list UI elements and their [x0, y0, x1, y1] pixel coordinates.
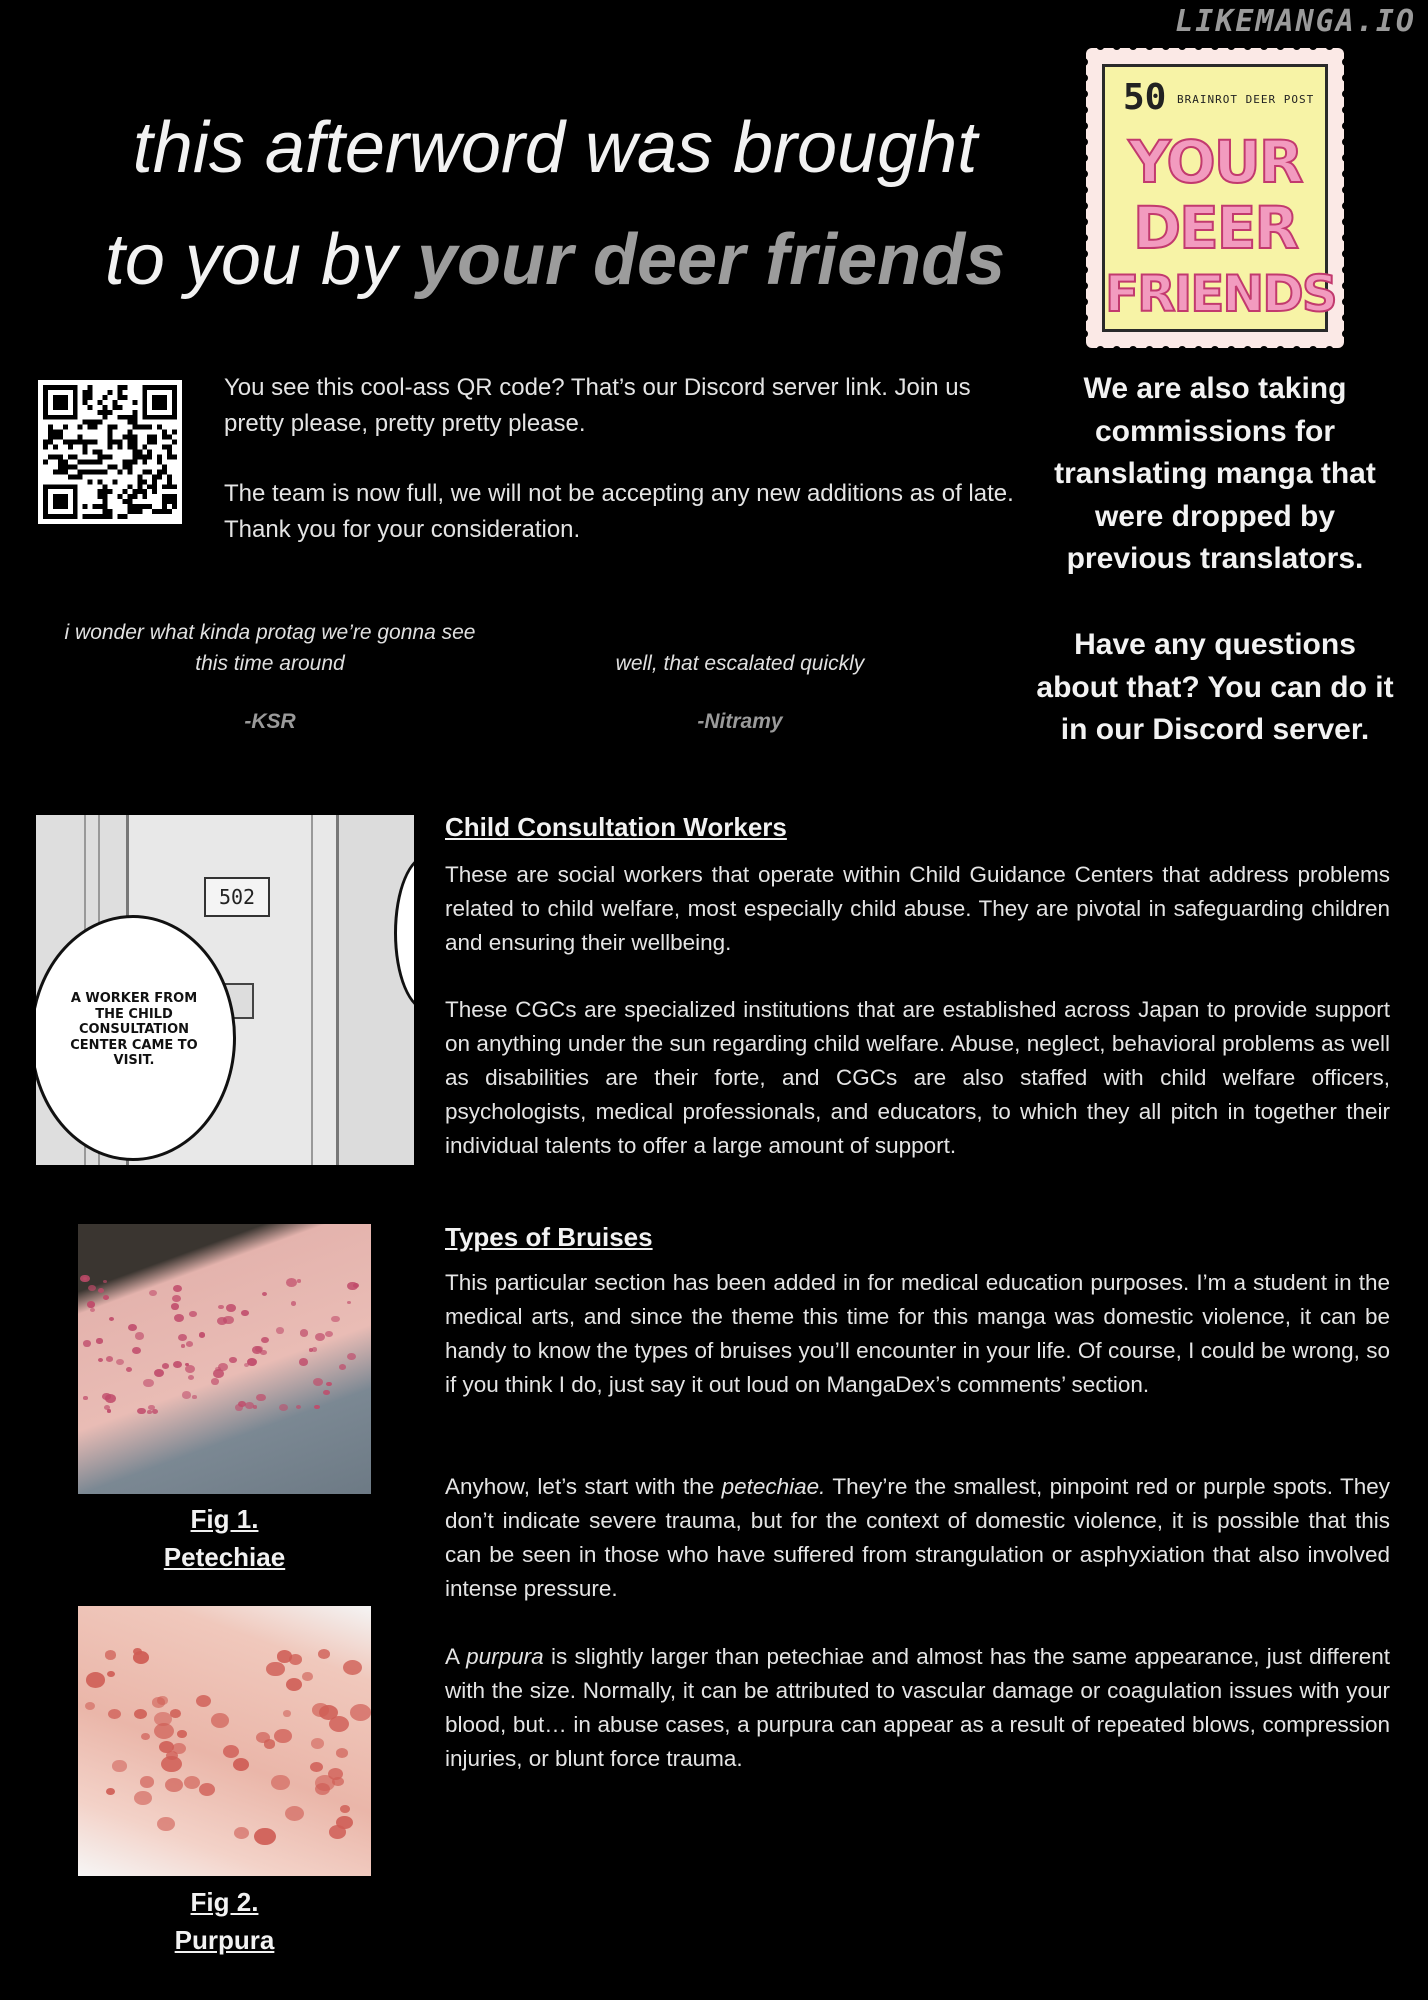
- skin-spot: [102, 1393, 110, 1400]
- section-title-child-consultation: Child Consultation Workers: [445, 812, 787, 842]
- skin-spot: [157, 1817, 175, 1831]
- skin-spot: [226, 1304, 236, 1312]
- bruises-paragraph-petechiae: [445, 1470, 1390, 1606]
- skin-spot: [315, 1783, 330, 1795]
- skin-spot: [152, 1697, 165, 1707]
- skin-spot: [331, 1316, 340, 1323]
- skin-spot: [181, 1344, 186, 1348]
- room-number-plate: 502: [204, 877, 270, 917]
- skin-spot: [241, 1310, 248, 1316]
- skin-spot: [103, 1295, 109, 1300]
- skin-spot: [165, 1778, 183, 1792]
- door-right: [336, 815, 414, 1165]
- skin-spot: [244, 1363, 249, 1367]
- skin-spot: [211, 1378, 219, 1385]
- skin-spot: [261, 1337, 269, 1343]
- bruises-paragraph-purpura: [445, 1640, 1390, 1776]
- skin-spot: [283, 1710, 292, 1717]
- quote-author-ksr: -KSR: [244, 710, 296, 733]
- skin-spot: [186, 1341, 193, 1347]
- skin-spot: [182, 1391, 191, 1398]
- skin-spot: [347, 1282, 358, 1291]
- skin-spot: [103, 1280, 107, 1283]
- skin-spot: [109, 1317, 114, 1321]
- skin-spot: [218, 1305, 223, 1309]
- stamp-word-your: YOUR: [1128, 128, 1302, 196]
- skin-spot: [264, 1739, 275, 1748]
- skin-spot: [132, 1347, 141, 1354]
- quote-ksr: i wonder what kinda protag we’re gonna see this time around: [64, 621, 476, 675]
- skin-spot: [106, 1788, 115, 1795]
- skin-spot: [149, 1290, 156, 1296]
- skin-spot: [318, 1649, 330, 1659]
- petechiae-term: petechiae.: [721, 1474, 826, 1499]
- skin-spot: [302, 1672, 313, 1680]
- skin-spot: [238, 1401, 246, 1407]
- headline-line-1: this afterword was brought: [132, 108, 978, 188]
- headline-prefix: to you by: [104, 220, 417, 300]
- petechiae-description: They’re the smallest, pinpoint red or purple spots. They don’t indicate severe trauma, but for the context of domestic violence, it is possible that this can be seen in those who have suffered from strangulation or asphyxiation that also involved intense pressure.: [445, 1474, 1391, 1601]
- skin-spot: [83, 1396, 87, 1400]
- petechiae-intro: Anyhow, let’s start with the: [445, 1474, 722, 1499]
- skin-spot: [313, 1378, 323, 1386]
- skin-spot: [211, 1713, 229, 1728]
- skin-spot: [141, 1733, 150, 1740]
- deer-friends-stamp: [1086, 48, 1344, 348]
- quote-nitramy: well, that escalated quickly: [615, 652, 865, 675]
- skin-spot: [166, 1751, 177, 1760]
- stamp-logo: [1105, 128, 1336, 327]
- skin-spot: [140, 1776, 155, 1788]
- skin-spot: [135, 1332, 144, 1339]
- skin-spot: [314, 1405, 320, 1410]
- skin-spot: [311, 1738, 325, 1749]
- skin-spot: [177, 1730, 186, 1738]
- skin-spot: [299, 1358, 308, 1365]
- skin-spot: [285, 1806, 304, 1821]
- skin-spot: [172, 1295, 181, 1302]
- purpura-term: purpura: [466, 1644, 544, 1669]
- skin-spot: [134, 1709, 147, 1719]
- skin-spot: [312, 1703, 330, 1717]
- skin-spot: [134, 1791, 151, 1805]
- skin-spot: [107, 1409, 111, 1412]
- skin-spot: [105, 1650, 117, 1659]
- purpura-photo: [78, 1606, 371, 1876]
- stamp-post-label: BRAINROT DEER POST: [1177, 93, 1315, 106]
- skin-spot: [336, 1816, 353, 1829]
- purpura-intro: A: [445, 1644, 467, 1669]
- skin-spot: [350, 1704, 371, 1721]
- skin-spot: [108, 1709, 121, 1720]
- figure-1-name: Petechiae: [163, 1542, 286, 1572]
- skin-spot: [126, 1367, 132, 1372]
- skin-spot: [98, 1288, 104, 1293]
- headline-line-2: [40, 204, 1070, 316]
- skin-spot: [189, 1311, 196, 1317]
- skin-spot: [339, 1364, 346, 1370]
- skin-spot: [254, 1828, 276, 1846]
- section-title-types-of-bruises: Types of Bruises: [445, 1222, 653, 1252]
- skin-spot: [217, 1317, 227, 1325]
- figure-1-label: Fig 1.: [190, 1504, 259, 1534]
- skin-spot: [96, 1338, 102, 1343]
- skin-spot: [199, 1332, 206, 1337]
- skin-spot: [184, 1776, 200, 1789]
- skin-spot: [223, 1745, 239, 1758]
- skin-spot: [233, 1758, 249, 1771]
- skin-spot: [147, 1410, 151, 1414]
- skin-spot: [116, 1359, 124, 1366]
- skin-spot: [112, 1760, 126, 1771]
- child-consultation-paragraph-2: These CGCs are specialized institutions that are established across Japan to provide support on anything under the sun regarding child welfare. Abuse, neglect, behavioral problems as well as disabilities are their forte, and CGCs are also staffed with child welfare officers, psychologists, medical professionals, and educators, to which they all pitch in together their individual talents to offer a large amount of support.: [445, 997, 1390, 1158]
- skin-spot: [185, 1365, 195, 1373]
- door-frame-line: [311, 815, 313, 1165]
- headline: [40, 92, 1070, 316]
- skin-spot: [300, 1329, 309, 1336]
- stamp-face: [1102, 64, 1336, 332]
- skin-spot: [310, 1762, 323, 1773]
- skin-spot: [279, 1404, 288, 1411]
- skin-spot: [143, 1379, 154, 1388]
- skin-spot: [286, 1678, 302, 1691]
- skin-spot: [291, 1301, 297, 1305]
- skin-spot: [199, 1783, 216, 1796]
- stamp-word-deer: DEER: [1132, 194, 1298, 262]
- skin-spot: [229, 1357, 236, 1363]
- skin-spot: [85, 1702, 95, 1710]
- skin-spot: [253, 1405, 257, 1408]
- skin-spot: [336, 1748, 348, 1758]
- skin-spot: [347, 1353, 356, 1360]
- quote-author-nitramy: -Nitramy: [697, 710, 783, 733]
- skin-spot: [329, 1716, 349, 1732]
- skin-spot: [104, 1405, 110, 1410]
- skin-spot: [332, 1777, 344, 1787]
- skin-spot: [297, 1279, 302, 1283]
- skin-spot: [88, 1285, 96, 1291]
- skin-spot: [107, 1671, 115, 1678]
- skin-spot: [276, 1327, 284, 1334]
- petechiae-photo: [78, 1224, 371, 1494]
- questions-text: Have any questions about that? You can do it in our Discord server.: [1036, 628, 1394, 746]
- skin-spot: [106, 1356, 113, 1362]
- skin-spot: [173, 1285, 182, 1292]
- skin-spot: [266, 1662, 284, 1677]
- skin-spot: [340, 1805, 350, 1813]
- commissions-text: We are also taking commissions for translating manga that were dropped by previous translators.: [1054, 372, 1376, 575]
- skin-spot: [133, 1648, 142, 1655]
- skin-spot: [347, 1301, 351, 1304]
- skin-spot: [87, 1301, 95, 1307]
- skin-spot: [86, 1672, 105, 1687]
- skin-spot: [154, 1369, 164, 1377]
- skin-spot: [325, 1331, 333, 1337]
- figure-2-name: Purpura: [174, 1925, 275, 1955]
- skin-spot: [326, 1382, 332, 1387]
- skin-spot: [98, 1358, 103, 1362]
- skin-spot: [137, 1408, 145, 1415]
- bruises-paragraph-1: This particular section has been added in for medical education purposes. I’m a student in the medical arts, and since the theme this time for this manga was domestic violence, it can be handy to know the types of bruises you’ll encounter in your life. Of course, I could be wrong, so if you think I do, just say it out loud on MangaDex’s comments’ section.: [445, 1270, 1390, 1397]
- figure-2-caption: [78, 1883, 371, 1959]
- skin-spot: [162, 1363, 169, 1369]
- figure-1-caption: [78, 1500, 371, 1576]
- skin-spot: [152, 1409, 158, 1414]
- skin-spot: [323, 1390, 330, 1395]
- skin-spot: [286, 1278, 297, 1287]
- manga-panel: [36, 815, 414, 1165]
- skin-spot: [174, 1314, 185, 1323]
- skin-spot: [90, 1308, 95, 1312]
- stamp-word-friends: FRIENDS: [1105, 265, 1336, 323]
- stamp-number: 50: [1123, 77, 1167, 118]
- figure-2-label: Fig 2.: [190, 1887, 259, 1917]
- skin-spot: [196, 1695, 212, 1707]
- watermark: LIKEMANGA.IO: [1175, 4, 1416, 39]
- intro-discord-text: You see this cool-ass QR code? That’s our Discord server link. Join us pretty please, pretty pretty please.: [224, 374, 971, 437]
- skin-spot: [315, 1333, 325, 1341]
- skin-spot: [274, 1729, 291, 1743]
- child-consultation-paragraph-1: These are social workers that operate within Child Guidance Centers that address problems related to child welfare, most especially child abuse. They are pivotal in safeguarding children and ensuring their wellbeing.: [445, 862, 1390, 955]
- skin-spot: [178, 1334, 187, 1341]
- skin-spot: [83, 1340, 91, 1347]
- speech-bubble-text: A WORKER FROM THE CHILD CONSULTATION CENTER CAME TO VISIT.: [70, 991, 198, 1068]
- skin-spot: [188, 1375, 194, 1380]
- skin-spot: [256, 1394, 265, 1402]
- discord-qr-code[interactable]: [38, 380, 182, 524]
- skin-spot: [296, 1405, 301, 1409]
- skin-spot: [173, 1361, 183, 1369]
- skin-spot: [171, 1303, 179, 1309]
- headline-accent: your deer friends: [417, 220, 1006, 300]
- skin-spot: [262, 1292, 267, 1296]
- skin-spot: [343, 1660, 362, 1675]
- skin-spot: [192, 1395, 196, 1399]
- intro-team-full-text: The team is now full, we will not be accepting any new additions as of late. Thank you for your consideration.: [224, 480, 1014, 543]
- skin-spot: [271, 1775, 289, 1790]
- skin-spot: [234, 1827, 249, 1839]
- purpura-description: is slightly larger than petechiae and almost has the same appearance, just different with the size. Normally, it can be attributed to vascular damage or coagulation issues with your blood, but… in abuse cases, a purpura can appear as a result of repeated blows, compression injuries, or blunt force trauma.: [445, 1644, 1390, 1771]
- skin-spot: [128, 1324, 137, 1331]
